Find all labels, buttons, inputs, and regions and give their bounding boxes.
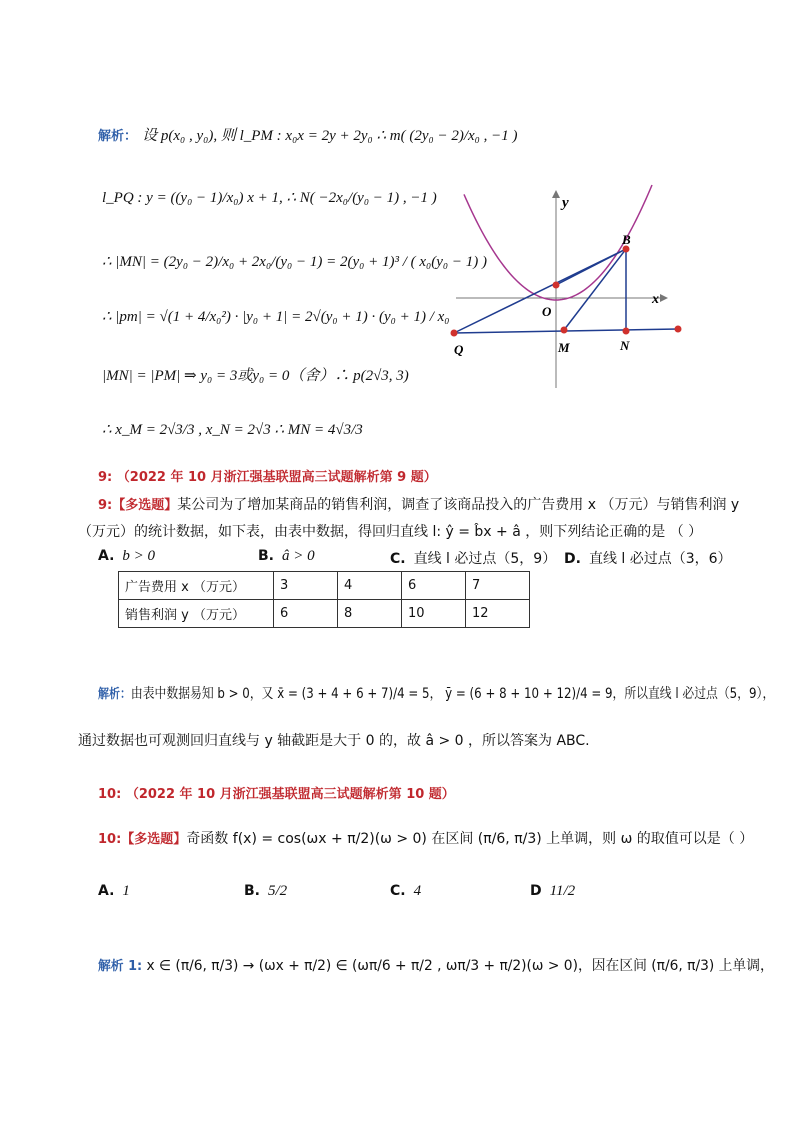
- q9-stem-line-2: （万元）的统计数据，如下表，由表中数据，得回归直线 l: ŷ = b̂x + â ，则下列结论正确的是 （ ）: [78, 524, 703, 540]
- table-row-header: 销售利润 y （万元）: [119, 600, 274, 628]
- line-MB: [564, 249, 626, 330]
- q9-solution-line-2: 通过数据也可观测回归直线与 y 轴截距是大于 0 的，故 â > 0 ，所以答案为 ABC.: [78, 733, 590, 749]
- point-P0: [553, 282, 560, 289]
- label-N: N: [620, 338, 630, 353]
- tangent-segment: [556, 249, 626, 285]
- table-cell: 8: [338, 600, 402, 628]
- q10-solution-text-1: x ∈ (π/6, π/3) → (ωx + π/2) ∈ (ωπ/6 + π/2 , ωπ/3 + π/2)(ω > 0)，因在区间 (π/6, π/3) 上单调，: [146, 958, 774, 974]
- label-B: B: [622, 232, 631, 247]
- point-N: [623, 328, 630, 335]
- q9-number: 9:: [98, 498, 113, 513]
- q9-stem-1: 某公司为了增加某商品的销售利润，调查了该商品投入的广告费用 x （万元）与销售利润 y: [177, 497, 740, 513]
- solution-line-2: l_PQ : y = ((y₀ − 1)/x₀) x + 1, ∴ N( −2x₀/(y₀ − 1) , −1 ): [102, 190, 437, 206]
- q10-number: 10:: [98, 832, 122, 847]
- solution-label: 解析：: [98, 129, 138, 144]
- q10-option-b: B. 5/2: [244, 883, 288, 899]
- label-Q: Q: [454, 342, 464, 357]
- q10-solution-label: 解析 1:: [98, 959, 143, 974]
- table-cell: 12: [466, 600, 530, 628]
- q9-header: 9: （2022 年 10 月浙江强基联盟高三试题解析第 9 题）: [98, 470, 437, 485]
- q9-option-a: A. b > 0: [98, 548, 156, 564]
- label-y: y: [562, 195, 569, 211]
- point-M: [561, 327, 568, 334]
- table-cell: 6: [274, 600, 338, 628]
- solution-line-4: ∴ |pm| = √(1 + 4/x₀²) · |y₀ + 1| = 2√(y₀ + 1) · (y₀ + 1) / x₀: [102, 309, 450, 325]
- q10-solution-line-1: [98, 955, 774, 975]
- q10-header: 10: （2022 年 10 月浙江强基联盟高三试题解析第 10 题）: [98, 787, 455, 802]
- table-cell: 6: [402, 572, 466, 600]
- label-M: M: [558, 340, 570, 355]
- q10-tag: 【多选题】: [121, 832, 187, 847]
- q9-tag: 【多选题】: [112, 498, 178, 513]
- table-cell: 10: [402, 600, 466, 628]
- q10-option-c: C. 4: [390, 883, 422, 899]
- q9-data-table: [118, 571, 530, 628]
- table-row-header: 广告费用 x （万元）: [119, 572, 274, 600]
- table-cell: 3: [274, 572, 338, 600]
- parabola-figure: [446, 182, 686, 392]
- table-cell: 4: [338, 572, 402, 600]
- q9-solution-label: 解析：: [98, 687, 131, 702]
- solution-line-3: ∴ |MN| = (2y₀ − 2)/x₀ + 2x₀/(y₀ − 1) = 2(y₀ + 1)³ / ( x₀(y₀ − 1) ): [102, 254, 487, 270]
- q9-stem-line-1: [98, 494, 739, 514]
- solution-line-6: ∴ x_M = 2√3/3 , x_N = 2√3 ∴ MN = 4√3/3: [102, 422, 363, 438]
- solution-line-1: [98, 124, 517, 145]
- q9-option-d: D. 直线 l 必过点（3，6）: [564, 551, 732, 567]
- label-x: x: [652, 292, 659, 307]
- table-cell: 7: [466, 572, 530, 600]
- table-row: [119, 600, 530, 628]
- solution-line-5: |MN| = |PM| ⇒ y₀ = 3或y₀ = 0（舍）∴ p(2√3, 3): [102, 368, 409, 384]
- q10-stem-line: [98, 828, 753, 848]
- q9-option-c: C. 直线 l 必过点（5，9）: [390, 551, 557, 567]
- solution-text-1: 设 p(x₀ , y₀), 则 l_PM : x₀x = 2y + 2y₀ ∴ m( (2y₀ − 2)/x₀ , −1 ): [142, 128, 518, 144]
- q10-option-a: A. 1: [98, 883, 130, 899]
- q9-option-b: B. â > 0: [258, 548, 315, 564]
- table-row: [119, 572, 530, 600]
- q9-solution-line-1: [98, 683, 774, 703]
- q10-option-d: D 11/2: [530, 883, 576, 899]
- point-Q: [451, 330, 458, 337]
- label-O: O: [542, 304, 552, 319]
- q9-solution-text-1: 由表中数据易知 b > 0，又 x̄ = (3 + 4 + 6 + 7)/4 = 5， ȳ = (6 + 8 + 10 + 12)/4 = 9，所以直线 l 必过点（5，9），: [130, 686, 775, 702]
- q10-stem: 奇函数 f(x) = cos(ωx + π/2)(ω > 0) 在区间 (π/6, π/3) 上单调，则 ω 的取值可以是（ ）: [186, 831, 754, 847]
- point-right: [675, 326, 682, 333]
